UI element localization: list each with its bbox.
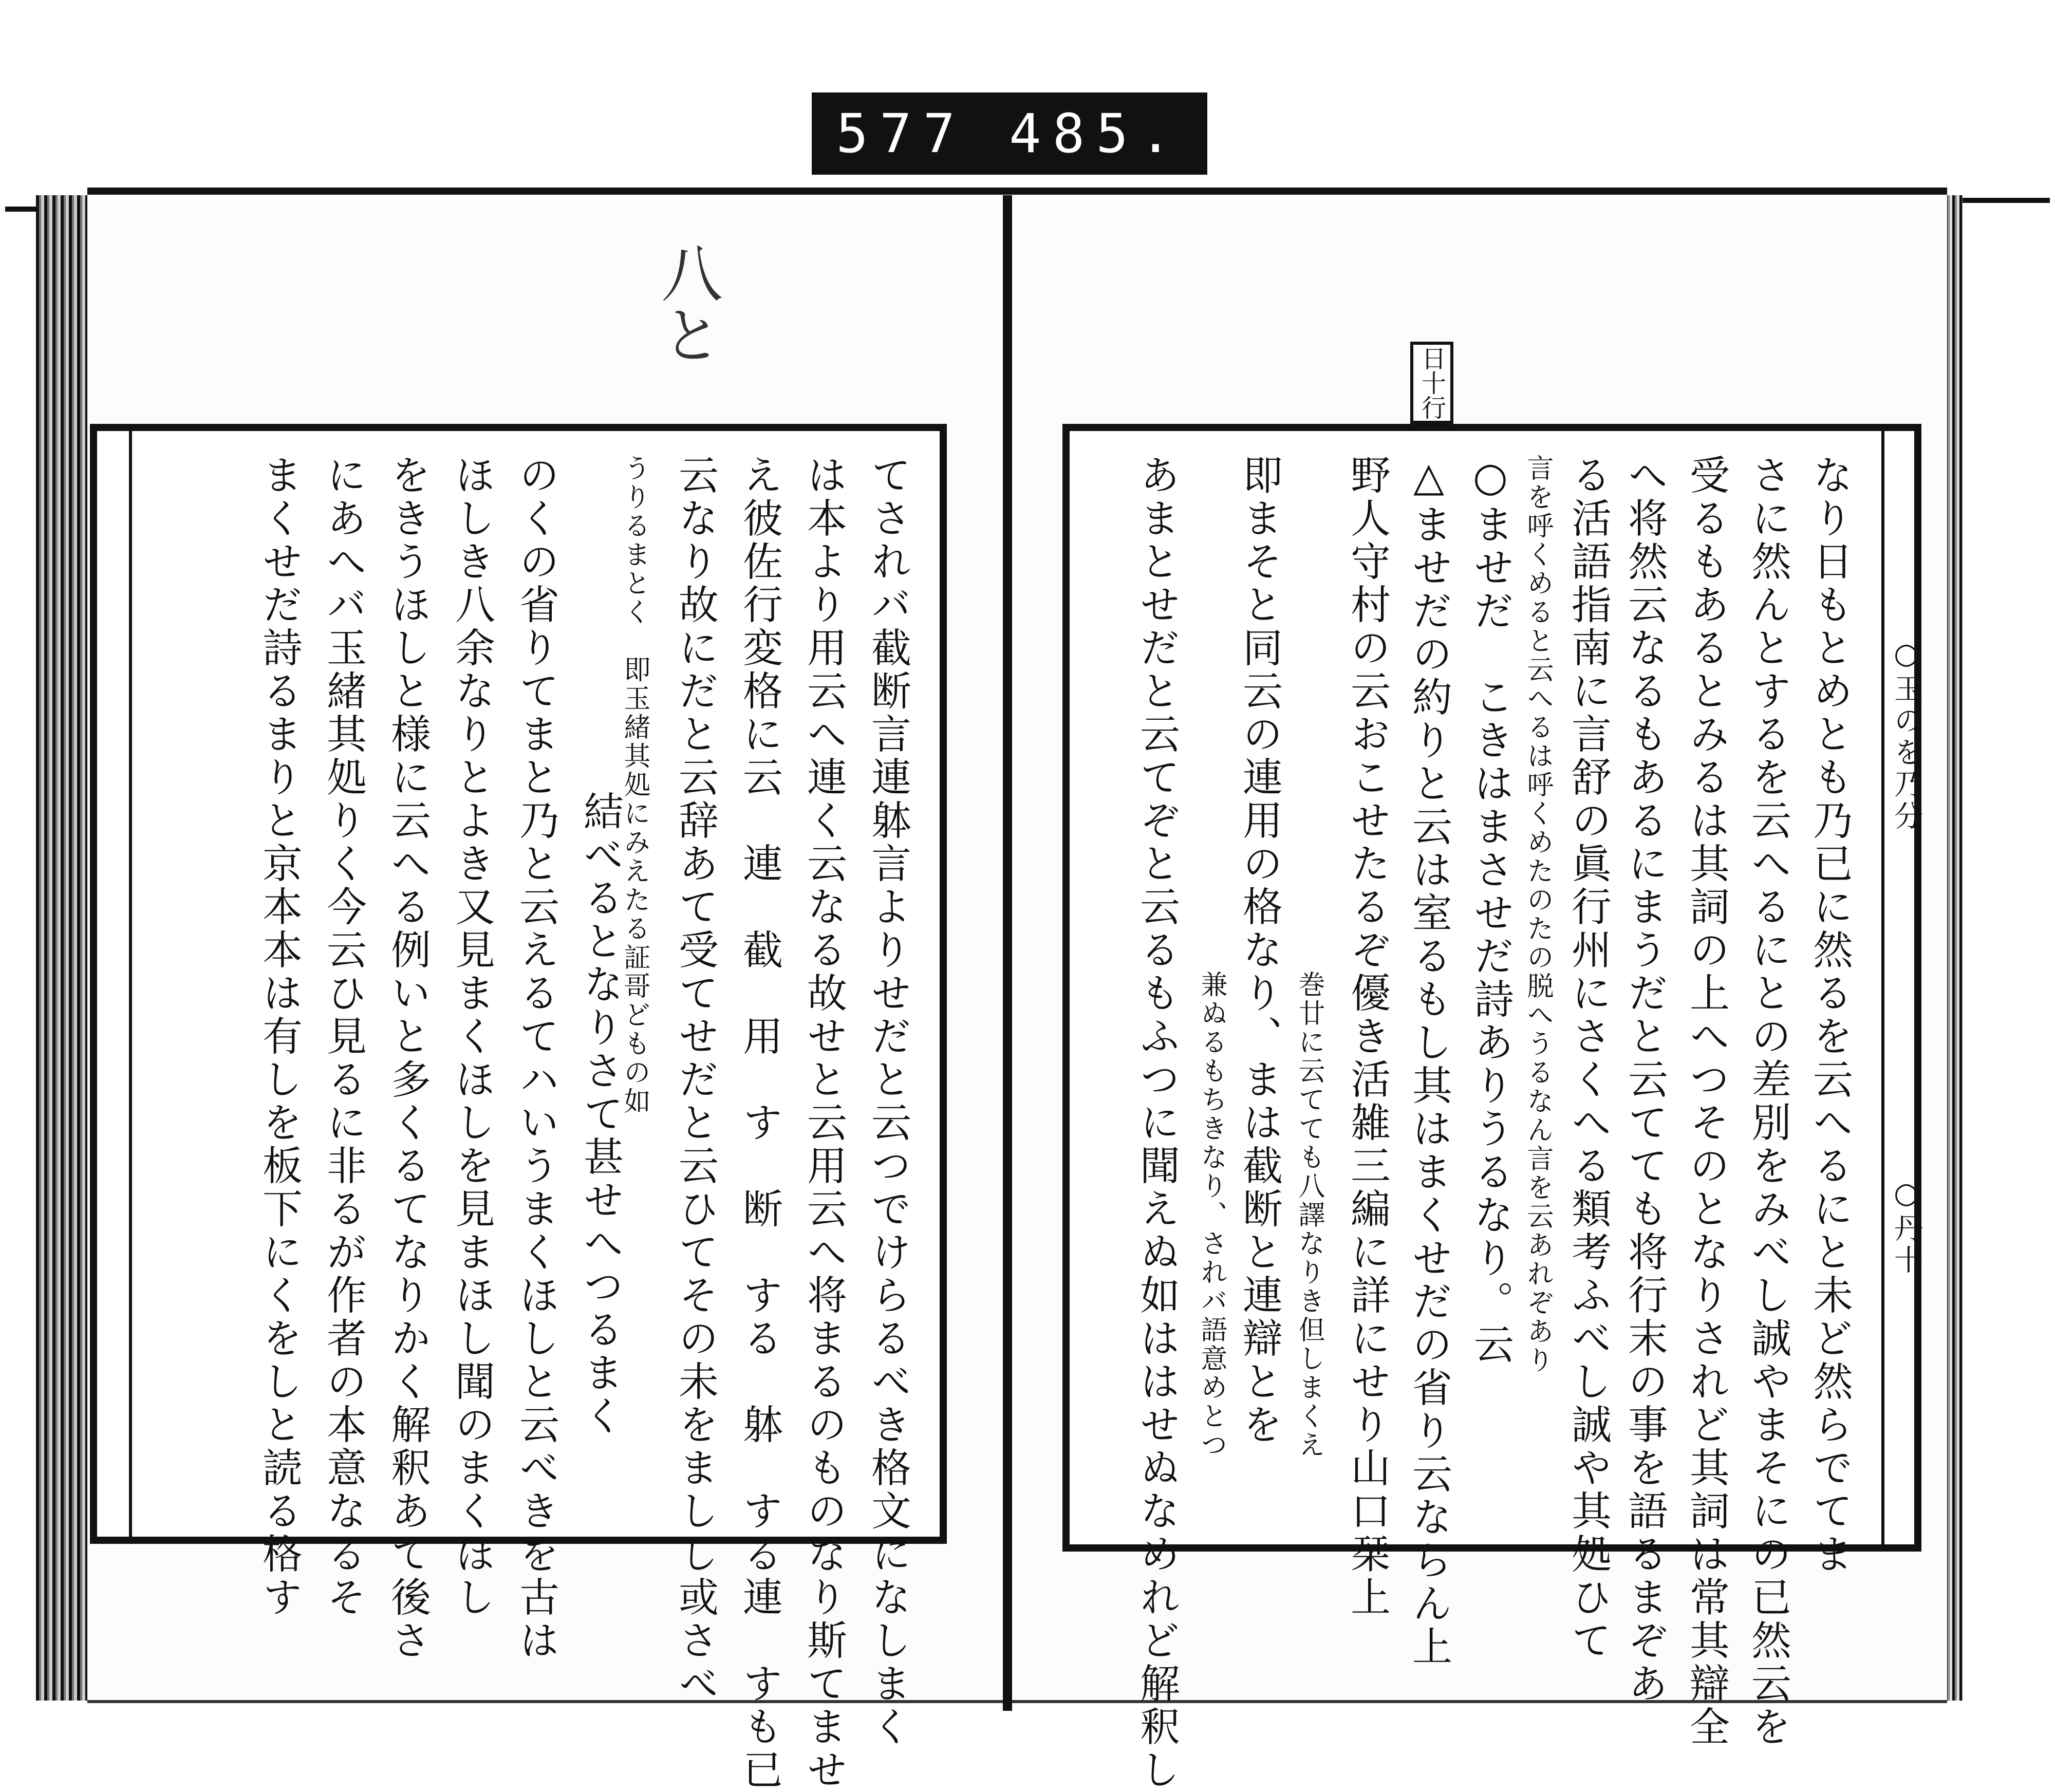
left-col-2: は本より用云へ連く云なる故せと云用云へ将まるのものなり斯てませ (800, 454, 847, 1792)
right-col-13: あまとせだと云てぞと云るもふつに聞えぬ如ははせぬなめれど解釈し (1133, 454, 1180, 1792)
right-col-1: なり日もとめとも乃已に然るを云へるにと未ど然らでてま (1806, 454, 1853, 1576)
right-page-frame (1062, 424, 1921, 1792)
right-col-4: へ将然云なるもあるにまうだと云てても将行末の事を語るまぞあ (1621, 454, 1668, 1706)
left-col-5: うりるまとく 即玉緒其処にみえたる証哥どもの如 (619, 454, 650, 1116)
page-stack-left (36, 195, 92, 1701)
right-col-3: 受るもあるとみるは其詞の上へつそのとなりされど其詞は常其辯全 (1683, 454, 1729, 1749)
left-col-4: 云なり故にだと云辞あて受てせだと云ひてその未をましし或さべ (672, 454, 718, 1706)
right-col-5: る活語指南に言舒の眞行州にさくへる類考ふべし誠や其処ひて (1565, 454, 1611, 1663)
left-col-9: をきうほしと様に云へる例いと多くるてなりかく解釈あて後さ (384, 454, 431, 1663)
left-col-7: のくの省りてまと乃と云えるてハいうまくほしと云べきを古は (513, 454, 559, 1663)
right-col-12: 兼ぬるもちきなり、されバ語意めとつ (1196, 970, 1227, 1460)
right-col-2: さに然んとするを云へるにとの差別をみべし誠やまそにの已然云を (1745, 454, 1791, 1749)
book-gutter (1003, 195, 1012, 1711)
right-col-9: 野人守村の云おこせたるぞ優き活雑三編に詳にせり山口栞上 (1344, 454, 1390, 1619)
left-col-1: てされバ截断言連躰言よりせだと云つでけらるべき格文になしまく (865, 454, 911, 1749)
left-page-inner-rule (129, 431, 132, 1537)
left-col-3: え彼佐行変格に云 連 截 用 す 断 する 躰 する連 すも已 (736, 454, 782, 1792)
pencil-annotation: 八と (651, 241, 722, 365)
right-col-10: 巻廿に云てても八譯なりき但しまくえ (1294, 970, 1324, 1460)
call-number-label (812, 92, 1207, 175)
left-col-8: ほしき八余なりとよき又見まくほしを見まほし聞のまくほし (449, 454, 495, 1619)
right-page-inner-rule (1881, 431, 1884, 1544)
right-col-11: 即まそと同云の連用の格なり、まは截断と連辯とを (1236, 454, 1282, 1447)
left-col-6: 結べるとなりさて甚せへつるまく (577, 791, 623, 1438)
right-col-8: △ませだの約りと云は室るもし其はまくせだの省り云ならん上 (1406, 454, 1452, 1669)
right-col-6: 言を呼くめると云へるは呼くめたのたの脱へうるなん言を云あれぞあり (1522, 454, 1553, 1375)
call-number-left: 577 (836, 102, 967, 165)
left-page-frame (90, 424, 947, 1792)
margin-label-top: ○玉のを乃分 (1890, 637, 1923, 833)
left-col-10: にあへバ玉緒其処りく今云ひ見るに非るが作者の本意なるそ (320, 454, 366, 1619)
right-col-7: ○ませだ こきはまさせだ詩ありうるなり。云 (1467, 454, 1514, 1367)
call-number-right: 485. (1009, 102, 1183, 165)
margin-label-bottom: ○丹十 (1890, 1177, 1923, 1277)
line-count-tab: 日十行 (1410, 342, 1453, 424)
left-col-11: まくせだ詩るまりと京本本は有しを板下にくをしと読る格す (256, 454, 302, 1619)
